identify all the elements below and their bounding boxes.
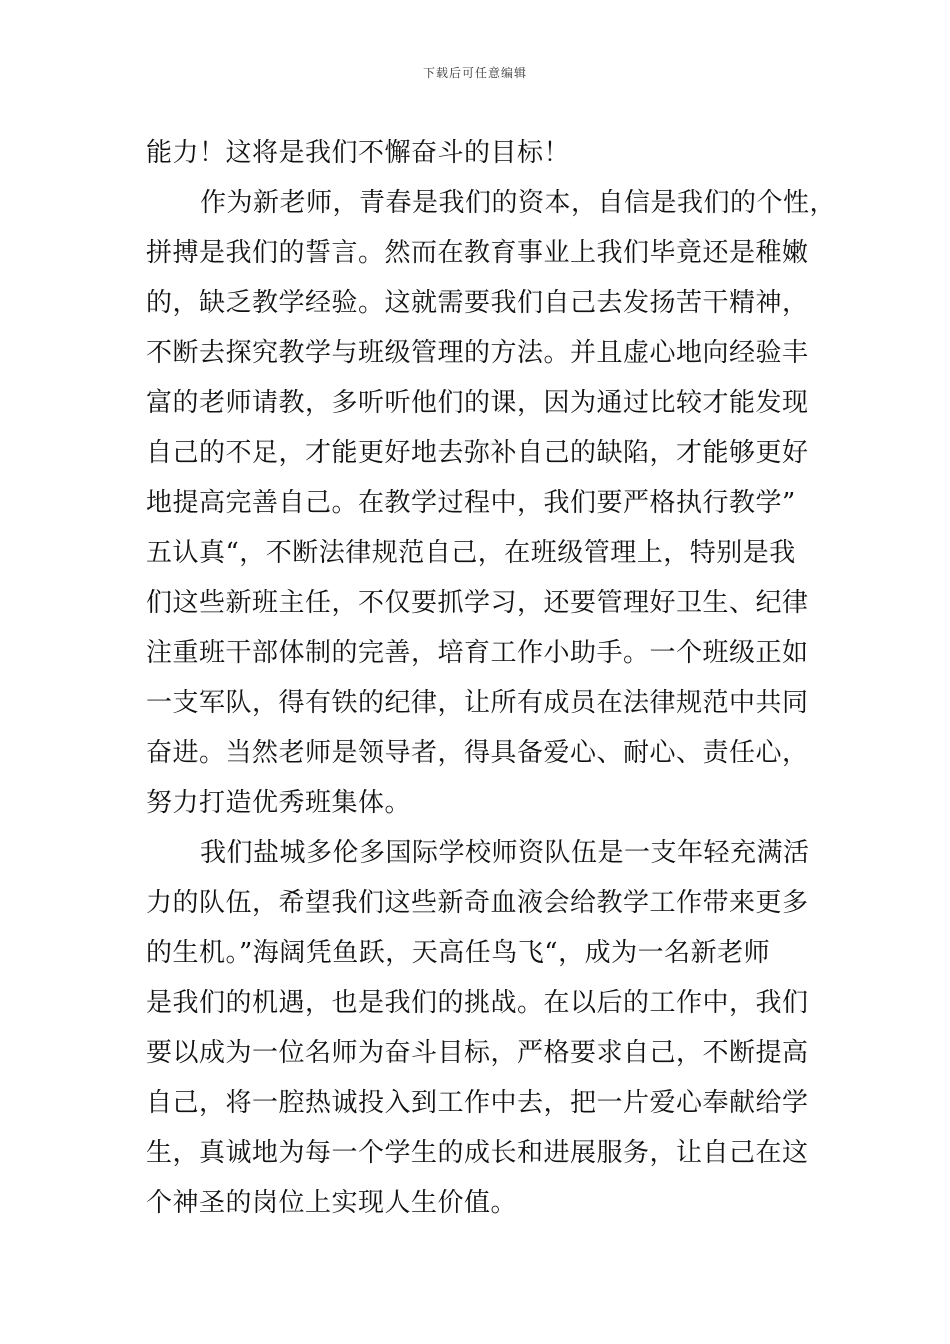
text-line: 是我们的机遇，也是我们的挑战。在以后的工作中，我们 (146, 988, 809, 1018)
text-line: 个神圣的岗位上实现人生价值。 (146, 1188, 518, 1218)
text-line: 要以成为一位名师为奋斗目标，严格要求自己，不断提高 (146, 1038, 809, 1068)
text-line: 能力！这将是我们不懈奋斗的目标！ (146, 138, 571, 168)
body-text (146, 128, 846, 1228)
text-line: 不断去探究教学与班级管理的方法。并且虚心地向经验丰 (146, 338, 809, 368)
page-header: 下载后可任意编辑 (422, 66, 527, 80)
text-line: 的，缺乏教学经验。这就需要我们自己去发扬苦干精神， (146, 288, 809, 318)
text-line: 五认真“，不断法律规范自己，在班级管理上，特别是我 (146, 538, 796, 568)
text-line: 们这些新班主任，不仅要抓学习，还要管理好卫生、纪律 (146, 588, 809, 618)
text-line: 自己，将一腔热诚投入到工作中去，把一片爱心奉献给学 (146, 1088, 809, 1118)
text-line: 作为新老师，青春是我们的资本，自信是我们的个性， (200, 188, 837, 218)
text-line: 富的老师请教，多听听他们的课，因为通过比较才能发现 (146, 388, 809, 418)
text-line: 我们盐城多伦多国际学校师资队伍是一支年轻充满活 (200, 838, 810, 868)
text-line: 生，真诚地为每一个学生的成长和进展服务，让自己在这 (146, 1138, 809, 1168)
text-line: 努力打造优秀班集体。 (146, 788, 412, 818)
text-line: 一支军队，得有铁的纪律，让所有成员在法律规范中共同 (146, 688, 809, 718)
text-line: 注重班干部体制的完善，培育工作小助手。一个班级正如 (146, 638, 809, 668)
text-line: 力的队伍，希望我们这些新奇血液会给教学工作带来更多 (146, 888, 809, 918)
text-line: 的生机。”海阔凭鱼跃，天高任鸟飞“，成为一名新老师 (146, 938, 771, 968)
text-line: 地提高完善自己。在教学过程中，我们要严格执行教学” (146, 488, 796, 518)
text-line: 自己的不足，才能更好地去弥补自己的缺陷，才能够更好 (146, 438, 809, 468)
text-line: 奋进。当然老师是领导者，得具备爱心、耐心、责任心， (146, 738, 809, 768)
text-line: 拼搏是我们的誓言。然而在教育事业上我们毕竟还是稚嫩 (146, 238, 809, 268)
